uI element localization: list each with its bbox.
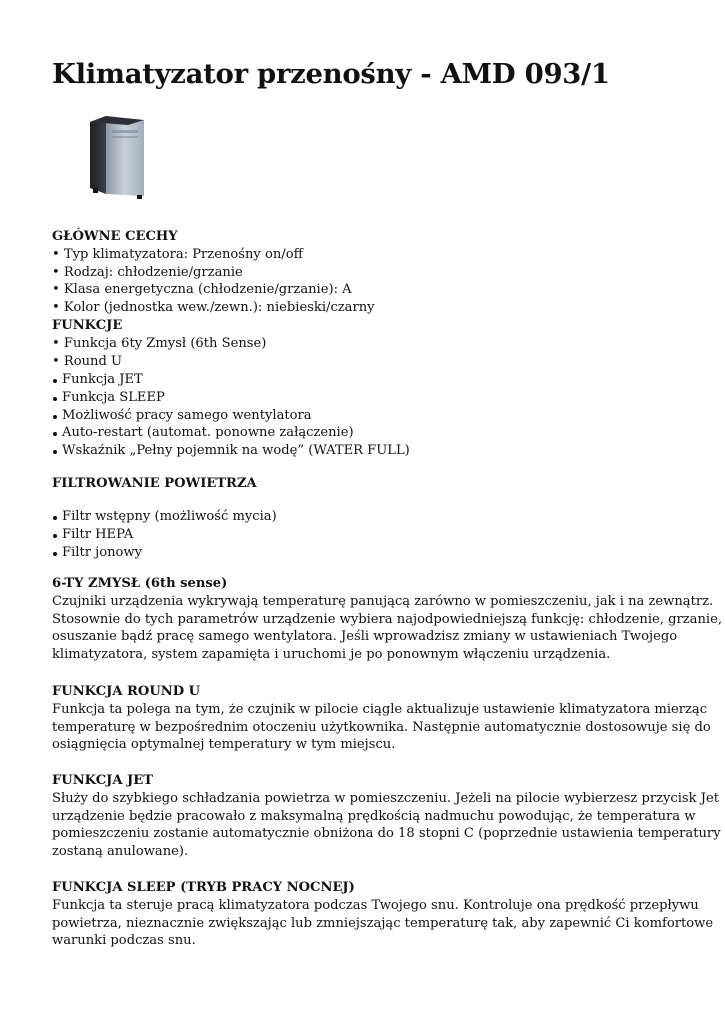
paragraph-line: Funkcja ta polega na tym, że czujnik w pilocie ciągle aktualizuje ustawienie klimatyzatora mierząc bbox=[52, 701, 708, 717]
list-item: • Typ klimatyzatora: Przenośny on/off bbox=[52, 246, 303, 262]
functions-heading: FUNKCJE bbox=[52, 317, 123, 333]
page-title: Klimatyzator przenośny - AMD 093/1 bbox=[52, 58, 610, 90]
list-item: Auto-restart (automat. ponowne załączenie) bbox=[52, 424, 692, 442]
filtering-list bbox=[52, 508, 692, 561]
paragraph-line: temperaturę w bezpośrednim otoczeniu użytkownika. Następnie automatycznie dostosowuje się do bbox=[52, 719, 711, 735]
paragraph-line: zostaną anulowane). bbox=[52, 844, 189, 860]
paragraph-line: osiągnięcia optymalnej temperatury w tym miejscu. bbox=[52, 737, 396, 753]
list-item: • Kolor (jednostka wew./zewn.): niebieski/czarny bbox=[52, 300, 375, 316]
paragraph-line: Czujniki urządzenia wykrywają temperaturę panującą zarówno w pomieszczeniu, jak i na zewnątrz. bbox=[52, 593, 714, 609]
sleep-section bbox=[52, 879, 714, 950]
paragraph-line: urządzenie będzie pracowało z maksymalną prędkością nadmuchu powodując, że temperatura w bbox=[52, 808, 696, 824]
list-item: • Round U bbox=[52, 353, 123, 369]
sense-heading: 6-TY ZMYSŁ (6th sense) bbox=[52, 576, 228, 591]
sense-section bbox=[52, 575, 722, 664]
list-item: • Klasa energetyczna (chłodzenie/grzanie): A bbox=[52, 282, 352, 298]
filtering-list-block bbox=[52, 508, 692, 561]
list-item: Wskaźnik „Pełny pojemnik na wodę” (WATER FULL) bbox=[52, 442, 692, 460]
list-item: Funkcja SLEEP bbox=[52, 389, 692, 407]
list-item: • Funkcja 6ty Zmysł (6th Sense) bbox=[52, 335, 267, 351]
filtering-section bbox=[52, 475, 692, 493]
list-item: • Rodzaj: chłodzenie/grzanie bbox=[52, 264, 243, 280]
jet-heading: FUNKCJA JET bbox=[52, 773, 153, 788]
paragraph-line: warunki podczas snu. bbox=[52, 933, 196, 949]
paragraph-line: Stosownie do tych parametrów urządzenie wybiera najodpowiedniejszą funkcję: chłodzenie, grzanie, bbox=[52, 611, 722, 627]
paragraph-line: osuszanie bądź pracę samego wentylatora. Jeśli wprowadzisz zmiany w ustawieniach Twojego bbox=[52, 629, 678, 645]
functions-bullet-list bbox=[52, 371, 692, 460]
roundu-heading: FUNKCJA ROUND U bbox=[52, 684, 201, 699]
roundu-section bbox=[52, 683, 711, 754]
list-item: Filtr jonowy bbox=[52, 544, 692, 562]
features-list bbox=[52, 246, 692, 317]
list-item: Możliwość pracy samego wentylatora bbox=[52, 407, 692, 425]
functions-list bbox=[52, 335, 692, 371]
product-image bbox=[82, 108, 192, 203]
paragraph-line: Funkcja ta steruje pracą klimatyzatora podczas Twojego snu. Kontroluje ona prędkość przepływu bbox=[52, 897, 699, 913]
features-heading: GŁÓWNE CECHY bbox=[52, 229, 178, 244]
paragraph-line: klimatyzatora, system zapamięta i uruchomi je po ponownym włączeniu urządzenia. bbox=[52, 647, 611, 663]
features-section bbox=[52, 228, 692, 370]
list-item: Filtr wstępny (możliwość mycia) bbox=[52, 508, 692, 526]
list-item: Filtr HEPA bbox=[52, 526, 692, 544]
filtering-heading: FILTROWANIE POWIETRZA bbox=[52, 476, 257, 491]
jet-section bbox=[52, 772, 721, 861]
paragraph-line: Służy do szybkiego schładzania powietrza w pomieszczeniu. Jeżeli na pilocie wybierzesz przycisk Jet bbox=[52, 790, 720, 806]
air-conditioner-image bbox=[82, 108, 192, 203]
paragraph-line: powietrza, nieznacznie zwiększając lub zmniejszając temperaturę tak, aby zapewnić Ci komfortowe bbox=[52, 915, 714, 931]
list-item: Funkcja JET bbox=[52, 371, 692, 389]
sleep-heading: FUNKCJA SLEEP (TRYB PRACY NOCNEJ) bbox=[52, 880, 355, 895]
paragraph-line: pomieszczeniu zostanie automatycznie obniżona do 18 stopni C (poprzednie ustawienia temperatury bbox=[52, 826, 721, 842]
functions-extra-section bbox=[52, 371, 692, 460]
